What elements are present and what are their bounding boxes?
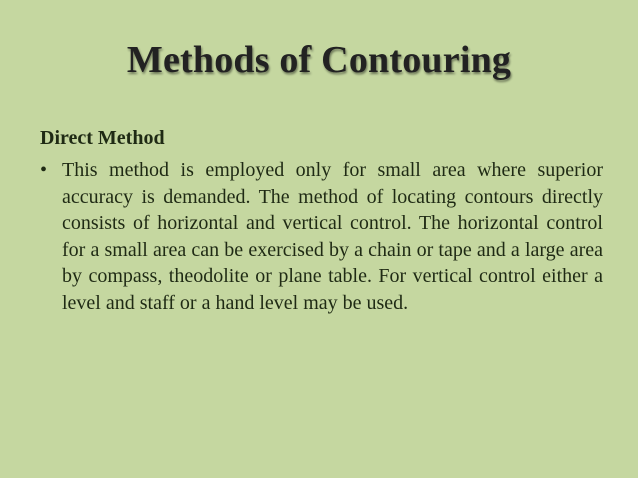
slide-content [40,125,603,316]
slide-title: Methods of Contouring [126,39,512,81]
bullet-item [40,157,603,316]
section-heading: Direct Method [40,127,165,149]
bullet-text: This method is employed only for small area where superior accuracy is demanded. The method of locating contours directly consists of horizontal and vertical control. The horizontal control for a small area can be exercised by a chain or tape and a large area by compass, theodolite or plane table. For vertical control either a level and staff or a hand level may be used. [62,159,603,314]
bullet-icon: • [40,159,48,181]
